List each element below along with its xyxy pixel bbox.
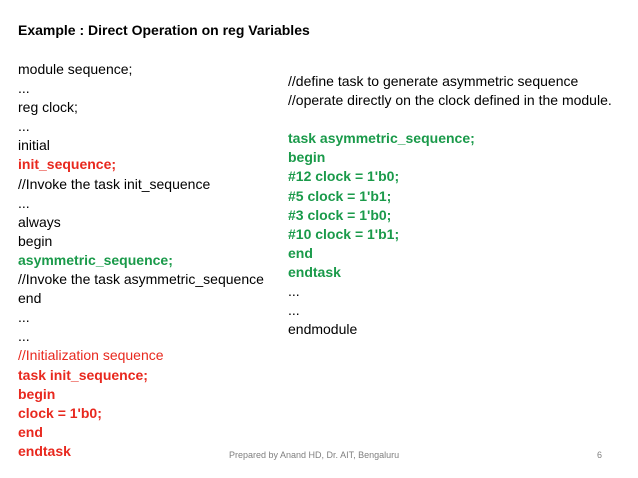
code-line-init-task: end xyxy=(18,423,43,440)
footer-credit: Prepared by Anand HD, Dr. AIT, Bengaluru xyxy=(229,450,400,460)
left-code-column xyxy=(18,60,264,461)
code-line: //Invoke the task init_sequence xyxy=(18,175,211,192)
code-line: begin xyxy=(18,232,53,249)
blank-line xyxy=(288,110,612,129)
code-line: ... xyxy=(18,80,30,97)
code-line-init-task: endtask xyxy=(18,442,71,459)
code-line: reg clock; xyxy=(18,99,78,116)
code-line: ... xyxy=(288,283,300,300)
code-line: ... xyxy=(18,194,30,211)
code-line-asym-task: #12 clock = 1'b0; xyxy=(288,168,400,185)
code-line-init-call: init_sequence; xyxy=(18,156,117,173)
code-line-asym-call: asymmetric_sequence; xyxy=(18,251,173,268)
code-line-init-task: task init_sequence; xyxy=(18,366,148,383)
code-line: ... xyxy=(18,328,30,345)
code-line-asym-task: endtask xyxy=(288,263,341,280)
code-line-asym-task: end xyxy=(288,244,313,261)
code-line: ... xyxy=(18,118,30,135)
code-line-asym-task: #10 clock = 1'b1; xyxy=(288,225,400,242)
code-comment: //define task to generate asymmetric sequence xyxy=(288,73,579,89)
right-code-column xyxy=(288,72,612,339)
code-line-asym-task: #3 clock = 1'b0; xyxy=(288,206,392,223)
code-line-asym-task: begin xyxy=(288,149,326,166)
code-line: //Invoke the task asymmetric_sequence xyxy=(18,271,264,288)
code-line: ... xyxy=(288,302,300,319)
code-line-asym-task: task asymmetric_sequence; xyxy=(288,130,475,147)
code-line-init-task: clock = 1'b0; xyxy=(18,404,102,421)
code-line-asym-task: #5 clock = 1'b1; xyxy=(288,187,392,204)
slide-title: Example : Direct Operation on reg Variables xyxy=(18,22,310,38)
code-line: endmodule xyxy=(288,321,358,338)
code-line: initial xyxy=(18,137,50,154)
code-comment-init: //Initialization sequence xyxy=(18,347,164,364)
code-line: end xyxy=(18,290,42,307)
code-line: ... xyxy=(18,309,30,326)
code-line: module sequence; xyxy=(18,61,133,77)
code-line-init-task: begin xyxy=(18,385,56,402)
code-comment: //operate directly on the clock defined in the module. xyxy=(288,92,612,109)
page-number: 6 xyxy=(597,450,603,460)
code-line: always xyxy=(18,213,61,230)
